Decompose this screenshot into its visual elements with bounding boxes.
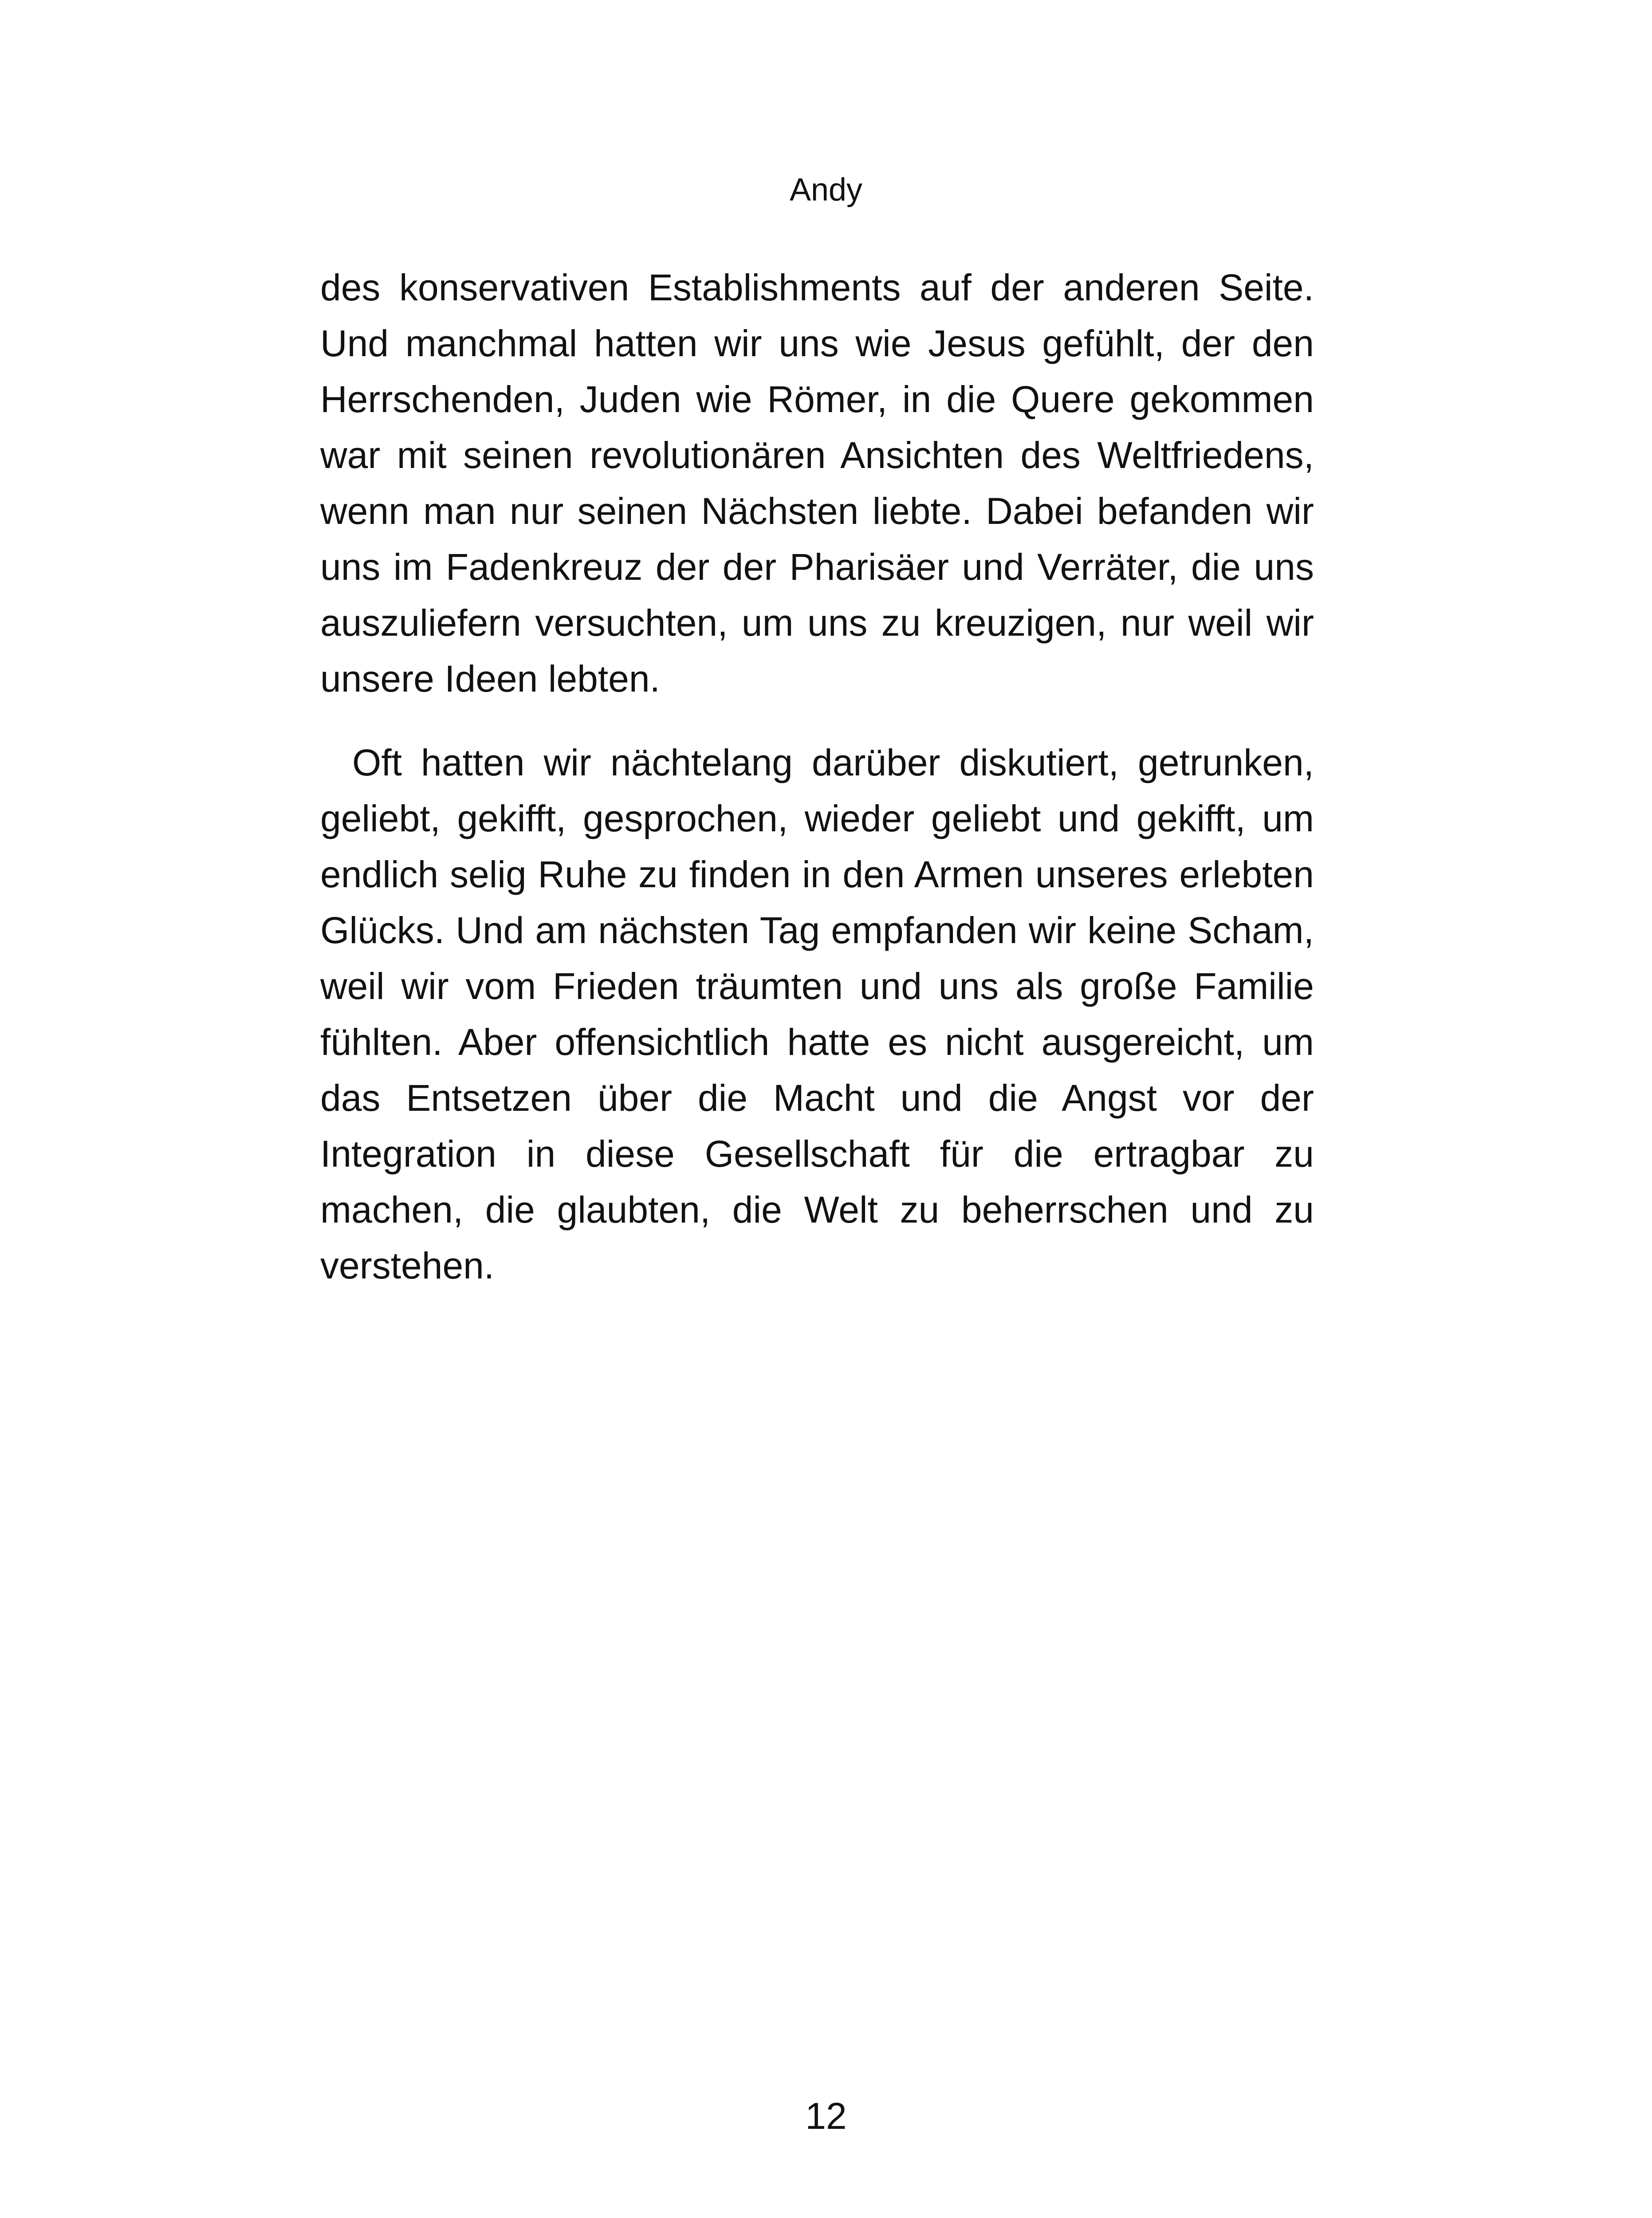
running-header: Andy <box>789 172 863 208</box>
paragraph-2: Oft hatten wir nächtelang darüber diskutiert, getrunken, geliebt, gekifft, gesprochen, wieder geliebt und gekifft, um endlich selig Ruhe zu finden in den Armen unseres erlebten Glücks. Und am nächsten Tag empfanden wir keine Scham, weil wir vom Frieden träumten und uns als große Familie fühlten. Aber offensichtlich hatte es nicht ausgereicht, um das Entsetzen über die Macht und die Angst vor der Integration in diese Gesellschaft für die ertragbar zu machen, die glaubten, die Welt zu beherrschen und zu verstehen. <box>320 742 1314 1286</box>
body-text <box>320 260 1314 1294</box>
page-number: 12 <box>805 2095 847 2137</box>
paragraph-1: des konservativen Establishments auf der anderen Seite. Und manchmal hatten wir uns wie Jesus gefühlt, der den Herrschenden, Juden wie Römer, in die Quere gekommen war mit seinen revolutionären Ansichten des Weltfriedens, wenn man nur seinen Nächsten liebte. Dabei befanden wir uns im Fadenkreuz der der Pharisäer und Verräter, die uns auszuliefern versuchten, um uns zu kreuzigen, nur weil wir unsere Ideen lebten. <box>320 267 1314 700</box>
